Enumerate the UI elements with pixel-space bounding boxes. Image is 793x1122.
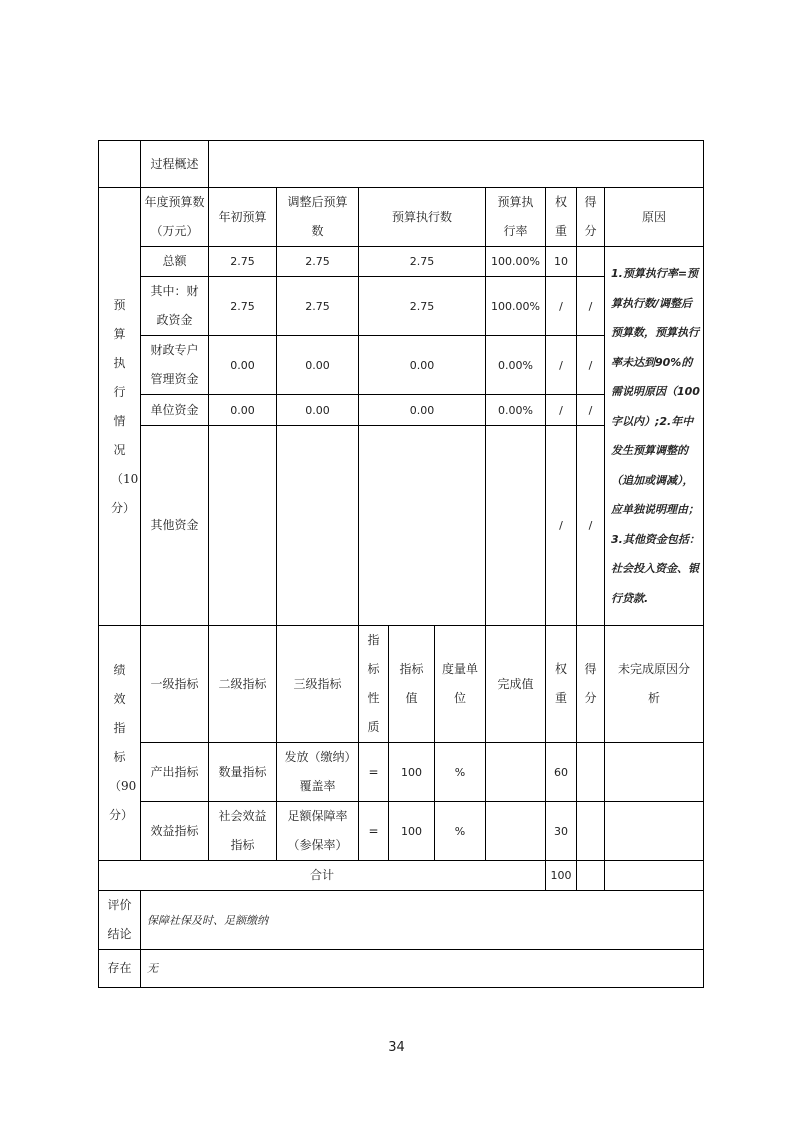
budget-row-label: 财政专户管理资金 — [141, 336, 209, 395]
indicator-unit: % — [435, 802, 486, 861]
page-number: 34 — [388, 1040, 405, 1055]
budget-row-label: 其他资金 — [141, 426, 209, 626]
budget-executed-value: 2.75 — [359, 277, 486, 336]
header-initial-budget: 年初预算 — [209, 188, 277, 247]
issues-value: 无 — [141, 950, 704, 988]
header-weight: 权重 — [546, 188, 577, 247]
header-adjusted-budget: 调整后预算数 — [277, 188, 359, 247]
budget-executed-value: 0.00 — [359, 336, 486, 395]
header-execution-rate: 预算执行率 — [486, 188, 546, 247]
header-level2: 二级指标 — [209, 626, 277, 743]
budget-row-label: 总额 — [141, 247, 209, 277]
header-unfinished-reason: 未完成原因分析 — [605, 626, 704, 743]
indicator-target-value: 100 — [389, 743, 435, 802]
indicator-level1: 产出指标 — [141, 743, 209, 802]
issues-label: 存在 — [99, 950, 141, 988]
header-target-value: 指标值 — [389, 626, 435, 743]
header-level1: 一级指标 — [141, 626, 209, 743]
blank-cell — [99, 141, 141, 188]
blank-cell — [605, 861, 704, 891]
budget-row-total — [99, 247, 704, 277]
budget-initial-value: 0.00 — [209, 395, 277, 426]
indicator-level1: 效益指标 — [141, 802, 209, 861]
header-unit: 度量单位 — [435, 626, 486, 743]
budget-executed-value: 2.75 — [359, 247, 486, 277]
budget-rate-value: 100.00% — [486, 277, 546, 336]
indicator-level2: 数量指标 — [209, 743, 277, 802]
indicator-completed — [486, 802, 546, 861]
process-row — [99, 141, 704, 188]
budget-score-value: / — [577, 277, 605, 336]
budget-score-value — [577, 247, 605, 277]
indicator-nature: = — [359, 802, 389, 861]
indicator-reason — [605, 743, 704, 802]
performance-row-output — [99, 743, 704, 802]
header-score: 得分 — [577, 626, 605, 743]
budget-initial-value: 2.75 — [209, 277, 277, 336]
header-executed-budget: 预算执行数 — [359, 188, 486, 247]
header-reason: 原因 — [605, 188, 704, 247]
evaluation-value: 保障社保及时、足额缴纳 — [141, 891, 704, 950]
indicator-nature: = — [359, 743, 389, 802]
header-weight: 权重 — [546, 626, 577, 743]
budget-reason-note: 1.预算执行率=预算执行数/调整后预算数，预算执行率未达到90%的需说明原因（100字以内）;2.年中发生预算调整的（追加或调减），应单独说明理由；3.其他资金包括：社会投入资金、银行贷款. — [605, 247, 704, 626]
budget-weight-value: / — [546, 395, 577, 426]
header-score: 得分 — [577, 188, 605, 247]
total-score — [577, 861, 605, 891]
indicator-level3: 发放（缴纳）覆盖率 — [277, 743, 359, 802]
budget-initial-value: 0.00 — [209, 336, 277, 395]
header-level3: 三级指标 — [277, 626, 359, 743]
budget-executed-value: 0.00 — [359, 395, 486, 426]
total-row — [99, 861, 704, 891]
process-value — [209, 141, 704, 188]
budget-score-value: / — [577, 336, 605, 395]
budget-header-row — [99, 188, 704, 247]
budget-rate-value: 0.00% — [486, 395, 546, 426]
evaluation-label: 评价结论 — [99, 891, 141, 950]
indicator-unit: % — [435, 743, 486, 802]
budget-section-label: 预算执行情况（10分） — [99, 188, 141, 626]
budget-adjusted-value: 0.00 — [277, 395, 359, 426]
header-completed: 完成值 — [486, 626, 546, 743]
evaluation-row — [99, 891, 704, 950]
indicator-score — [577, 802, 605, 861]
performance-row-benefit — [99, 802, 704, 861]
header-nature: 指标性质 — [359, 626, 389, 743]
budget-initial-value — [209, 426, 277, 626]
budget-executed-value — [359, 426, 486, 626]
indicator-completed — [486, 743, 546, 802]
issues-row — [99, 950, 704, 988]
budget-initial-value: 2.75 — [209, 247, 277, 277]
budget-adjusted-value — [277, 426, 359, 626]
budget-weight-value: / — [546, 426, 577, 626]
performance-header-row — [99, 626, 704, 743]
budget-rate-value — [486, 426, 546, 626]
indicator-weight: 60 — [546, 743, 577, 802]
budget-row-label: 其中：财政资金 — [141, 277, 209, 336]
total-label: 合计 — [99, 861, 546, 891]
process-label: 过程概述 — [141, 141, 209, 188]
performance-section-label: 绩效指标（90分） — [99, 626, 141, 861]
indicator-level2: 社会效益指标 — [209, 802, 277, 861]
header-budget-category: 年度预算数（万元） — [141, 188, 209, 247]
budget-weight-value: / — [546, 336, 577, 395]
indicator-reason — [605, 802, 704, 861]
indicator-score — [577, 743, 605, 802]
budget-weight-value: / — [546, 277, 577, 336]
budget-adjusted-value: 2.75 — [277, 247, 359, 277]
budget-adjusted-value: 0.00 — [277, 336, 359, 395]
budget-weight-value: 10 — [546, 247, 577, 277]
indicator-weight: 30 — [546, 802, 577, 861]
budget-score-value: / — [577, 426, 605, 626]
total-weight: 100 — [546, 861, 577, 891]
budget-rate-value: 0.00% — [486, 336, 546, 395]
indicator-target-value: 100 — [389, 802, 435, 861]
indicator-level3: 足额保障率（参保率） — [277, 802, 359, 861]
budget-adjusted-value: 2.75 — [277, 277, 359, 336]
budget-row-label: 单位资金 — [141, 395, 209, 426]
performance-evaluation-table — [98, 140, 704, 988]
budget-score-value: / — [577, 395, 605, 426]
budget-rate-value: 100.00% — [486, 247, 546, 277]
